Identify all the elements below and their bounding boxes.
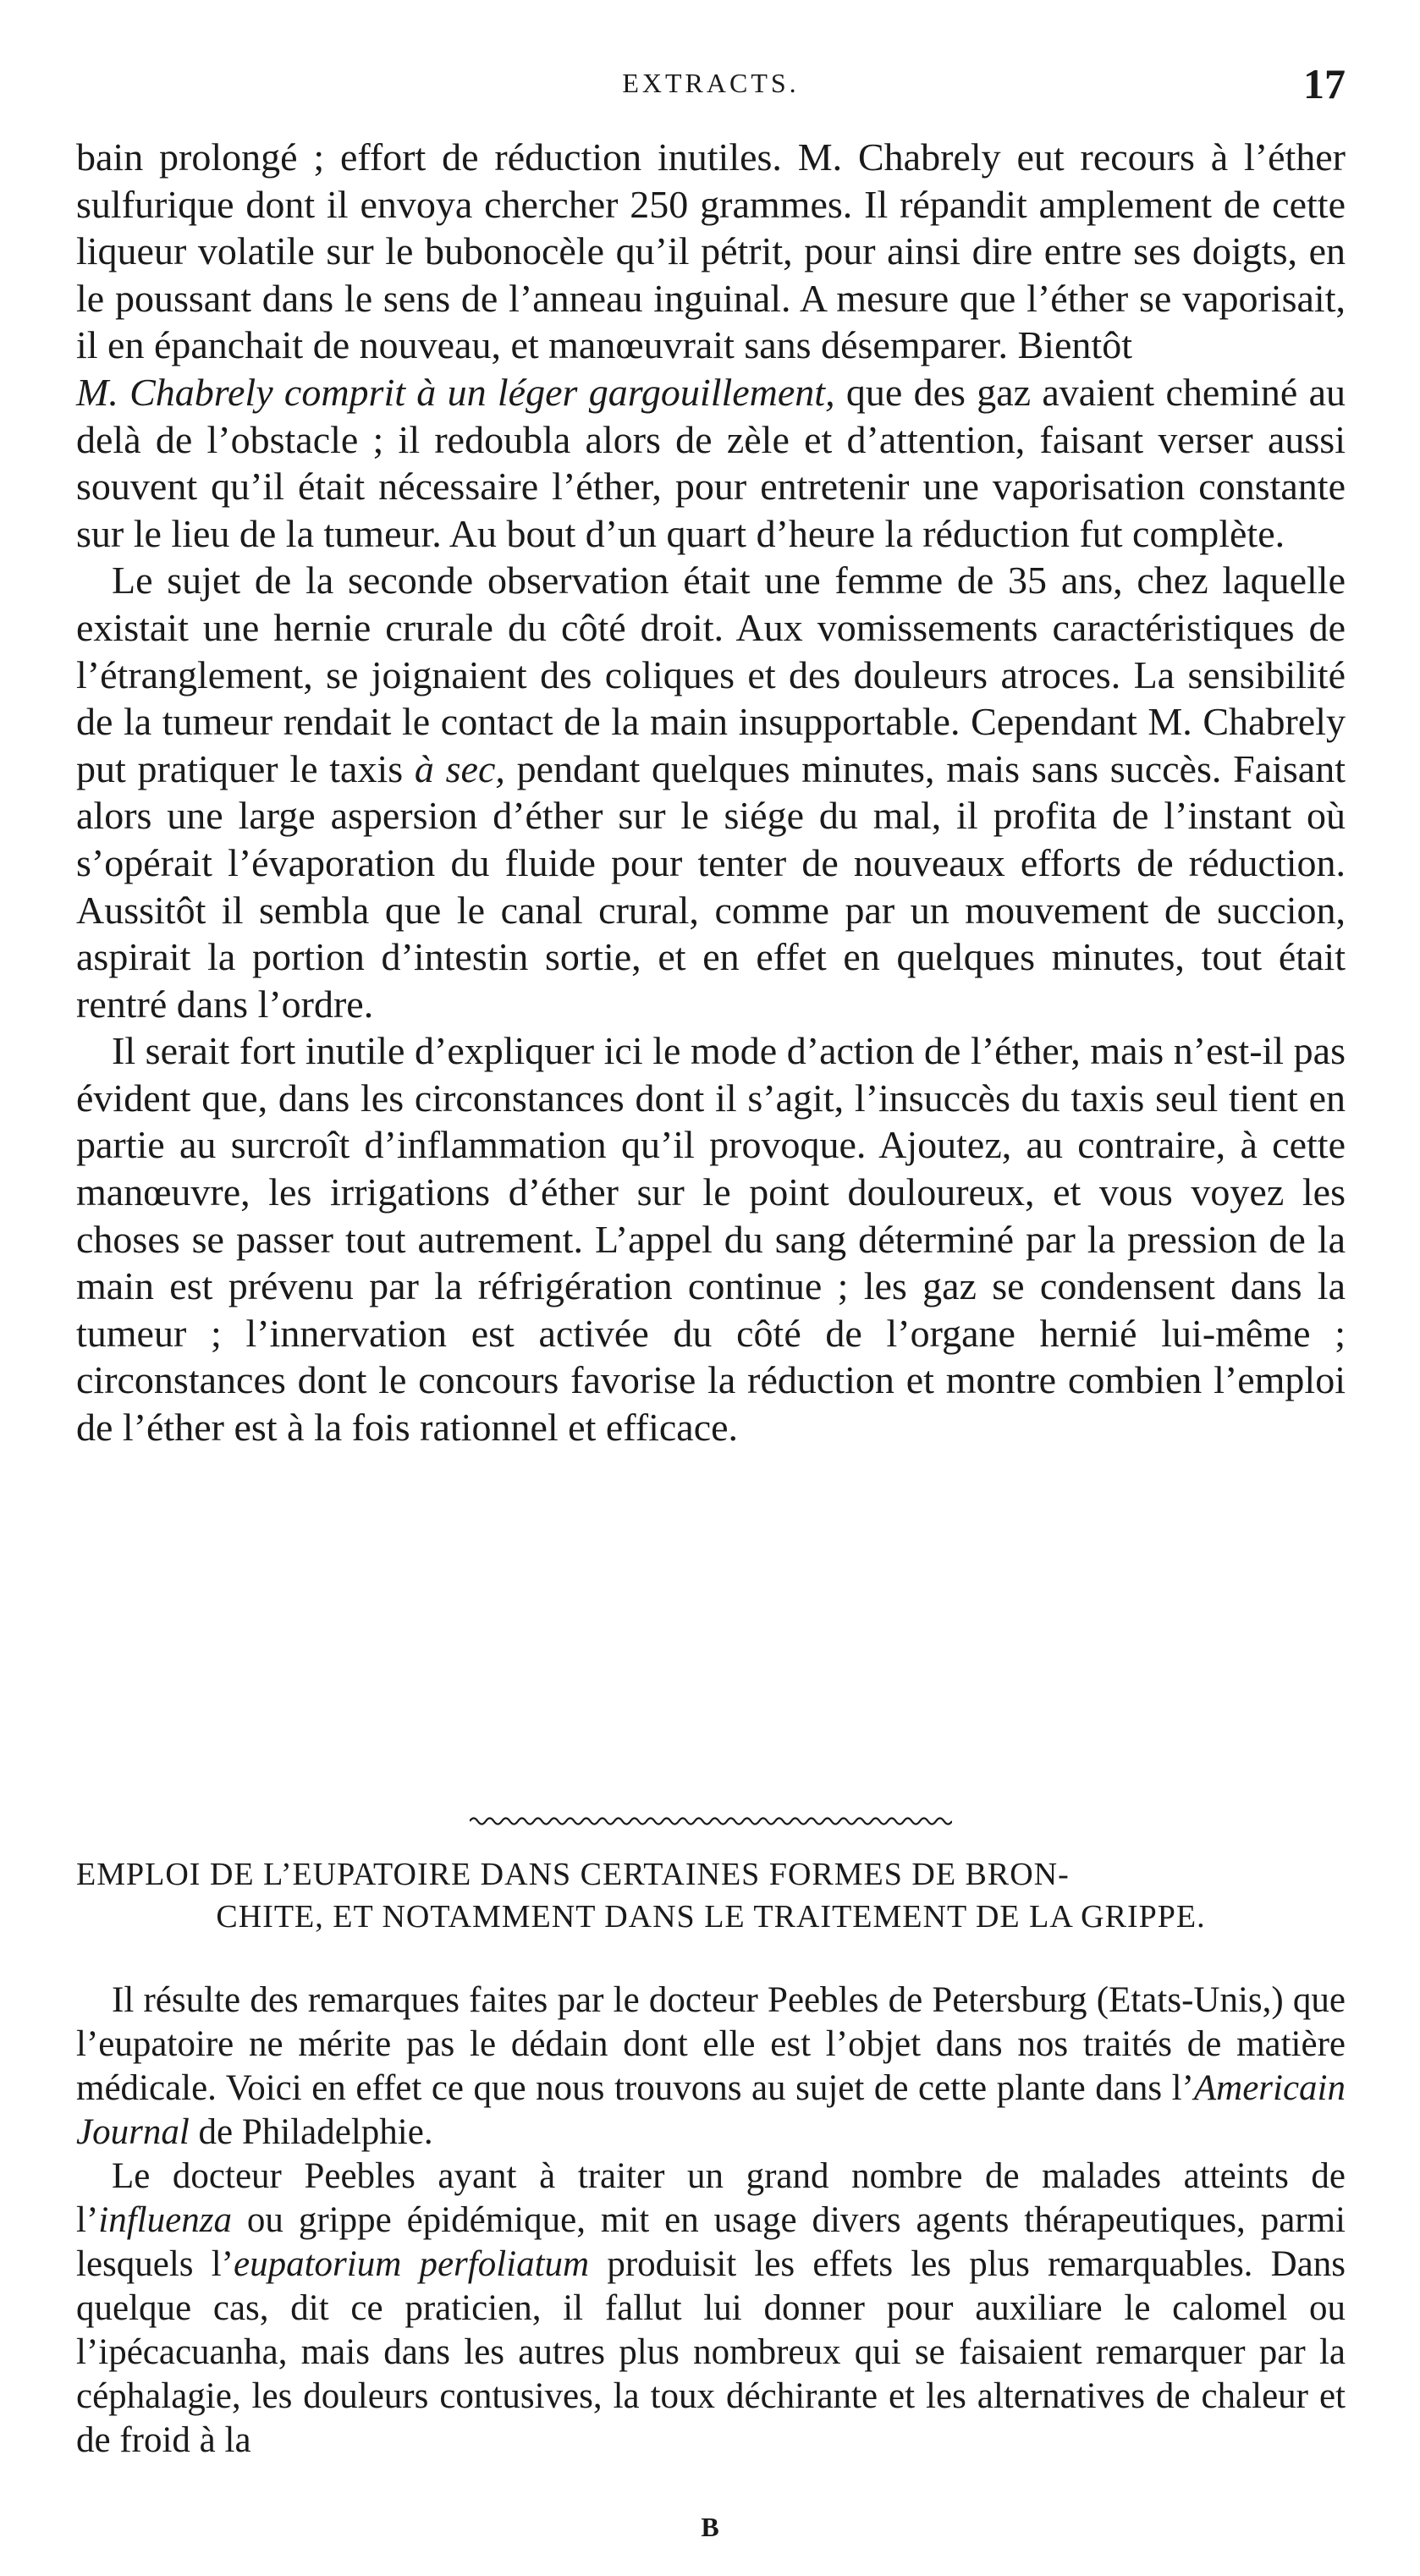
section-heading-line-2: CHITE, ET NOTAMMENT DANS LE TRAITEMENT DE LA GRIPPE. — [216, 1899, 1206, 1935]
running-head — [76, 59, 1346, 110]
paragraph-1-text: bain prolongé ; effort de réduction inutiles. M. Chabrely eut recours à l’éther sulfurique dont il envoya chercher 250 grammes. Il répandit amplement de cette liqueur volatile sur le bubonocèle qu’il pétrit, pour ainsi dire entre ses doigts, en le poussant dans le sens de l’anneau inguinal. A mesure que l’éther se vaporisait, il en épanchait de nouveau, et manœuvrait sans désemparer. Bientôt — [76, 135, 1346, 367]
section-heading-line-1: EMPLOI DE L’EUPATOIRE DANS CERTAINES FORMES DE BRON- — [76, 1857, 1070, 1892]
article-continuation — [76, 134, 1346, 1451]
paragraph-peebles-treatment — [76, 2155, 1346, 2463]
running-title: EXTRACTS. — [622, 68, 800, 98]
section-paragraph-2-text-end: produisit les effets les plus remarquables. Dans quelque cas, dit ce praticien, il fallut lui donner pour auxiliare le calomel ou l’ipécacuanha, mais dans les autres plus nombreux qui se faisaient remarquer par la céphalagie, les douleurs contusives, la toux déchirante et les alternatives de chaleur et de froid à la — [76, 2244, 1346, 2460]
eupatoire-article — [76, 1979, 1346, 2463]
paragraph-1-text-end: que des gaz avaient cheminé au delà de l’obstacle ; il redoubla alors de zèle et d’attention, faisant verser aussi souvent qu’il était nécessaire l’éther, pour entretenir une vaporisation constante sur le lieu de la tumeur. Au bout d’un quart d’heure la réduction fut complète. — [76, 370, 1346, 555]
paragraph-conclusion: Il serait fort inutile d’expliquer ici le mode d’action de l’éther, mais n’est-il pas évident que, dans les circonstances dont il s’agit, l’insuccès du taxis seul tient en partie au surcroît d’inflammation qu’il provoque. Ajoutez, au contraire, à cette manœuvre, les irrigations d’éther sur le point douloureux, et vous voyez les choses se passer tout autrement. L’appel du sang déterminé par la pression de la main est prévenu par la réfrigération continue ; les gaz se condensent dans la tumeur ; l’innervation est activée du côté de l’organe hernié lui-même ; circonstances dont le concours favorise la réduction et montre combien l’emploi de l’éther est à la fois rationnel et efficace. — [76, 1029, 1346, 1450]
paragraph-2-italic: à sec, — [414, 746, 505, 790]
paragraph-peebles-remarks — [76, 1979, 1346, 2155]
wavy-divider-ornament — [470, 1814, 952, 1829]
wavy-divider-icon — [470, 1814, 952, 1829]
journal-title-italic: Americain Journal — [76, 2068, 1346, 2152]
section-paragraph-2-text-mid: ou grippe épidémique, mit en usage divers agents thérapeutiques, parmi lesquels l’ — [76, 2200, 1346, 2284]
paragraph-second-observation — [76, 557, 1346, 1027]
signature-mark: B — [701, 2512, 719, 2542]
section-paragraph-1-text: Il résulte des remarques faites par le docteur Peebles de Petersburg (Etats-Unis,) que l’eupatoire ne mérite pas le dédain dont elle est l’objet dans nos traités de matière médicale. Voici en effet ce que nous trouvons au sujet de cette plante dans l’ — [76, 1980, 1346, 2108]
influenza-italic: influenza — [98, 2200, 232, 2240]
paragraph-1-italic: M. Chabrely comprit à un léger gargouillement, — [76, 370, 835, 414]
section-paragraph-2-text: Le docteur Peebles ayant à traiter un grand nombre de malades atteints de l’ — [76, 2156, 1346, 2240]
paragraph-2-text: Le sujet de la seconde observation était une femme de 35 ans, chez laquelle existait une hernie crurale du côté droit. Aux vomissements caractéristiques de l’étranglement, se joignaient des coliques et des douleurs atroces. La sensibilité de la tumeur rendait le contact de la main insupportable. Cependant M. Chabrely put pratiquer le taxis — [76, 559, 1346, 790]
section-heading — [76, 1853, 1346, 1938]
page-number: 17 — [1303, 60, 1346, 107]
paragraph-2-text-end: pendant quelques minutes, mais sans succès. Faisant alors une large aspersion d’éther sur le siége du mal, il profita de l’instant où s’opérait l’évaporation du fluide pour tenter de nouveaux efforts de réduction. Aussitôt il sembla que le canal crural, comme par un mouvement de succion, aspirait la portion d’intestin sortie, et en effet en quelques minutes, tout était rentré dans l’ordre. — [76, 746, 1346, 1026]
paragraph-continued — [76, 134, 1346, 557]
eupatorium-italic: eupatorium perfoliatum — [234, 2244, 590, 2284]
section-paragraph-1-text-end: de Philadelphie. — [189, 2112, 433, 2152]
